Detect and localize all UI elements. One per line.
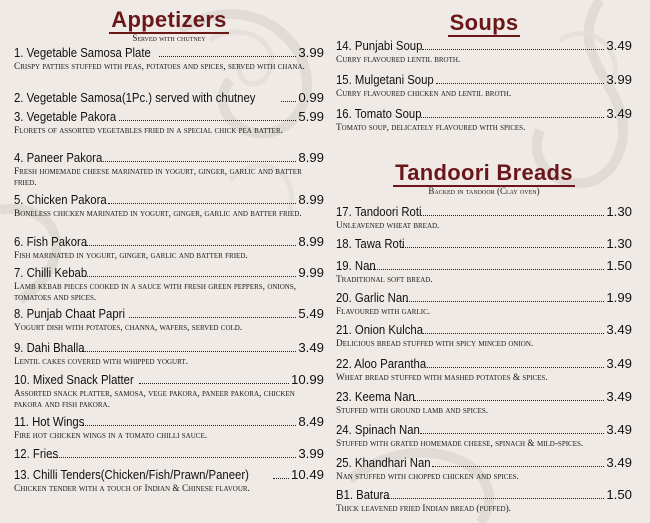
item-description: Curry flavoured chicken and lentil broth. (336, 89, 512, 99)
item-name: 22. Aloo Parantha (336, 356, 427, 371)
menu-item (336, 389, 632, 417)
menu-item (336, 487, 632, 515)
item-name: 4. Paneer Pakora (14, 150, 103, 165)
item-price: 1.50 (606, 258, 632, 273)
tandoori-breads-heading: Tandoori Breads (395, 160, 573, 185)
item-description: Traditional soft bread. (336, 275, 433, 285)
item-description: Stuffed with ground lamb and spices. (336, 406, 489, 416)
item-price: 8.99 (298, 234, 324, 249)
menu-item (14, 446, 324, 462)
item-price: 1.30 (606, 204, 632, 219)
item-price: 3.49 (606, 422, 632, 437)
item-name: 12. Fries (14, 446, 59, 461)
item-name: 1. Vegetable Samosa Plate (14, 45, 151, 60)
item-name: 15. Mulgetani Soup (336, 72, 434, 87)
menu-item (14, 90, 324, 106)
item-price: 8.49 (298, 414, 324, 429)
item-name: 9. Dahi Bhalla (14, 340, 85, 355)
item-price: 1.50 (606, 487, 632, 502)
menu-item (336, 236, 632, 252)
item-price: 0.99 (298, 90, 324, 105)
menu-item (336, 106, 632, 134)
appetizers-heading: Appetizers (111, 7, 227, 32)
menu-item (14, 372, 324, 410)
menu-item (14, 234, 324, 262)
item-name: 18. Tawa Roti (336, 236, 405, 251)
appetizers-subtitle: Served with chutney (132, 33, 206, 43)
item-description: Florets of assorted vegetables fried in a special chick pea batter. (14, 126, 283, 136)
item-description: Flavoured with garlic. (336, 307, 431, 317)
menu-item (336, 356, 632, 384)
item-name: 8. Punjab Chaat Papri (14, 306, 125, 321)
item-price: 5.99 (298, 109, 324, 124)
item-description: Fresh homemade cheese marinated in yogurt, ginger, garlic and batter fried. (14, 167, 302, 188)
menu-item (14, 45, 324, 73)
menu-item (14, 265, 324, 303)
item-price: 10.49 (290, 467, 324, 482)
soups-heading: Soups (449, 10, 519, 35)
menu-item (14, 109, 324, 137)
item-description: Wheat bread stuffed with mashed potatoes & spices. (336, 373, 548, 383)
item-description: Yogurt dish with potatoes, channa, wafers, served cold. (14, 323, 243, 333)
item-description: Curry flavoured lentil broth. (336, 55, 461, 65)
menu-item (14, 340, 324, 368)
menu-item (14, 150, 324, 188)
item-name: 19. Nan (336, 258, 376, 273)
menu-item (336, 322, 632, 350)
item-name: 5. Chicken Pakora (14, 192, 107, 207)
item-name: 10. Mixed Snack Platter (14, 372, 134, 387)
item-description: Crispy patties stuffed with peas, potatoes and spices, served with chana. (14, 62, 305, 72)
item-name: B1. Batura (336, 487, 390, 502)
menu-item (14, 192, 324, 220)
item-price: 3.49 (298, 340, 324, 355)
item-description: Unleavened wheat bread. (336, 221, 440, 231)
item-price: 5.49 (298, 306, 324, 321)
item-price: 3.99 (606, 72, 632, 87)
item-price: 8.99 (298, 150, 324, 165)
item-price: 3.49 (606, 389, 632, 404)
item-price: 3.49 (606, 356, 632, 371)
menu-item (336, 72, 632, 100)
item-name: 6. Fish Pakora (14, 234, 88, 249)
item-description: Lentil cakes covered with whipped yogurt. (14, 357, 188, 367)
item-price: 3.49 (606, 322, 632, 337)
item-name: 25. Khandhari Nan (336, 455, 431, 470)
item-price: 3.49 (606, 455, 632, 470)
item-name: 13. Chilli Tenders(Chicken/Fish/Prawn/Paneer) (14, 467, 249, 482)
menu-item (336, 422, 632, 450)
item-name: 21. Onion Kulcha (336, 322, 424, 337)
item-description: Chicken tender with a touch of Indian & Chinese flavour. (14, 484, 250, 494)
item-description: Tomato soup, delicately flavoured with spices. (336, 123, 526, 133)
item-description: Stuffed with grated homemade cheese, spinach & mild-spices. (336, 439, 584, 449)
item-name: 20. Garlic Nan (336, 290, 409, 305)
item-name: 2. Vegetable Samosa(1Pc.) served with chutney (14, 90, 256, 105)
item-description: Fish marinated in yogurt, ginger, garlic and batter fried. (14, 251, 248, 261)
item-price: 1.30 (606, 236, 632, 251)
menu-item (14, 467, 324, 495)
item-description: Lamb kebab pieces cooked in a sauce with fresh green peppers, onions, tomatoes and spices. (14, 282, 297, 303)
item-name: 16. Tomato Soup (336, 106, 422, 121)
item-name: 3. Vegetable Pakora (14, 109, 117, 124)
item-price: 3.99 (298, 446, 324, 461)
item-price: 3.49 (606, 38, 632, 53)
menu-item (336, 258, 632, 286)
item-description: Nan stuffed with chopped chicken and spices. (336, 472, 519, 482)
item-description: Fire hot chicken wings in a tomato chilli sauce. (14, 431, 208, 441)
item-description: Thick leavened fried Indian bread (puffed). (336, 504, 512, 514)
item-description: Assorted snack platter, samosa, vege pakora, paneer pakora, chicken pakora and fish pakora. (14, 389, 295, 410)
menu-item (336, 204, 632, 232)
item-price: 8.99 (298, 192, 324, 207)
item-price: 3.99 (298, 45, 324, 60)
item-price: 9.99 (298, 265, 324, 280)
item-name: 11. Hot Wings (14, 414, 85, 429)
menu-item (14, 306, 324, 334)
menu-item (336, 38, 632, 66)
tandoori-breads-subtitle: Backed in tandoor (Clay oven) (428, 186, 540, 196)
item-price: 1.99 (606, 290, 632, 305)
item-name: 14. Punjabi Soup (336, 38, 423, 53)
item-name: 7. Chilli Kebab (14, 265, 88, 280)
item-price: 10.99 (290, 372, 324, 387)
menu-item (14, 414, 324, 442)
item-description: Delicious bread stuffed with spicy minced onion. (336, 339, 534, 349)
item-name: 17. Tandoori Roti (336, 204, 422, 219)
menu-item (336, 455, 632, 483)
item-name: 24. Spinach Nan (336, 422, 420, 437)
item-name: 23. Keema Nan (336, 389, 415, 404)
menu-item (336, 290, 632, 318)
item-price: 3.49 (606, 106, 632, 121)
item-description: Boneless chicken marinated in yogurt, ginger, garlic and batter fried. (14, 209, 302, 219)
